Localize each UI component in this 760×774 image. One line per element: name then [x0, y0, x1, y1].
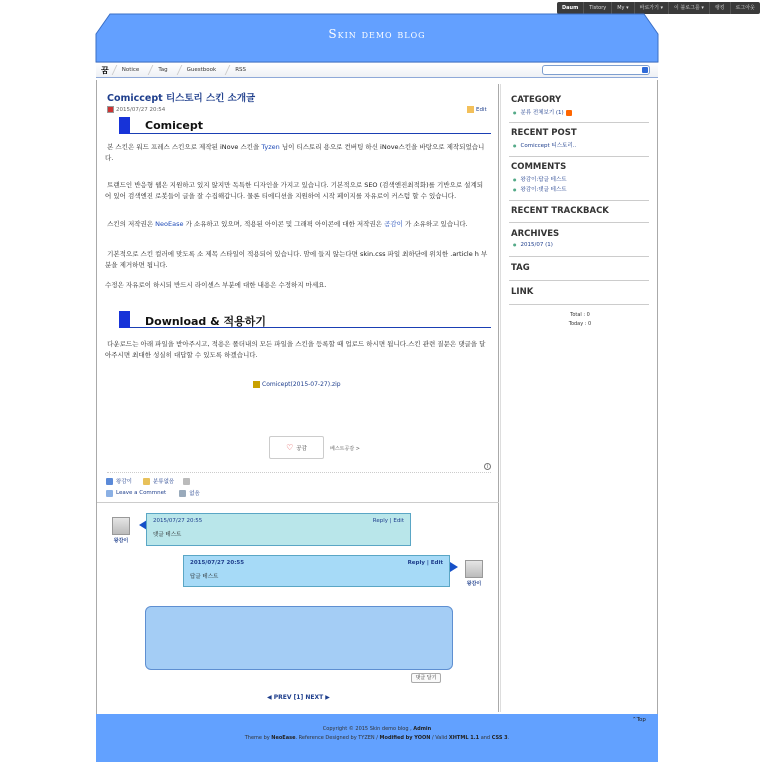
sidebar-comment-item[interactable]: ● 왕감이:댓글 테스트: [513, 185, 567, 193]
comment-date: 2015/07/27 20:55: [153, 518, 203, 524]
heart-icon: ♡: [286, 443, 294, 452]
post-date-text: 2015/07/27 20:54: [116, 107, 166, 113]
post-edit-label[interactable]: Edit: [476, 107, 487, 113]
p3-text-b: 가 소유하고 있으며, 적용된 아이콘 및 그래픽 아이콘에 대한 저작권은: [183, 220, 385, 228]
section-title: Comicept: [145, 119, 203, 132]
section-bar: [119, 117, 130, 134]
reply-box: [183, 555, 450, 587]
comment-icon: [106, 490, 113, 497]
p5-text: 수정은 자유로이 하시되 반드시 라이센스 부분에 대한 내용은 수정하지 마세요.: [105, 281, 327, 289]
end-text: .: [507, 735, 510, 741]
paging: [267, 694, 330, 701]
sidebar-separator: [509, 156, 649, 157]
theme-by-text: Theme by: [244, 735, 272, 741]
topbar-daum[interactable]: Daum: [562, 5, 579, 11]
p1-text-b: 님이 티스토리 용으로 컨버팅 하신 iNove스킨을 바탕으로 제작되었습니다.: [105, 143, 485, 162]
modified-by-link[interactable]: Modified by YOON: [379, 735, 431, 741]
nav-home[interactable]: 꿈: [101, 65, 109, 75]
sidebar-separator: [509, 222, 649, 223]
search-input[interactable]: [542, 65, 650, 75]
sidebar-archives-title: ARCHIVES: [511, 229, 560, 239]
gomgami-link[interactable]: 곰감이: [384, 220, 403, 228]
back-to-top[interactable]: [632, 717, 646, 723]
footer-line-2: [96, 734, 658, 743]
paragraph-2: [105, 180, 489, 202]
comment-date: 2015/07/27 20:55: [190, 560, 245, 566]
paragraph-5: [105, 280, 489, 291]
paragraph-1: [105, 142, 489, 164]
folder-icon: [143, 478, 150, 485]
paragraph-6: [105, 339, 489, 361]
visitor-counter: [540, 311, 620, 329]
post-footer-row-2: [106, 489, 200, 497]
footer-text: [96, 725, 658, 743]
user-icon: [106, 478, 113, 485]
nav-notice[interactable]: Notice: [114, 67, 151, 73]
calendar-icon: [107, 106, 114, 113]
post-title[interactable]: Comiccept 티스토리 스킨 소개글: [107, 93, 256, 104]
rss-icon[interactable]: [566, 110, 572, 116]
best-like-link[interactable]: 베스트공감 >: [330, 446, 360, 452]
tyzen-link[interactable]: Tyzen: [261, 143, 280, 151]
post-edit[interactable]: [467, 106, 487, 113]
edit-link[interactable]: Edit: [393, 518, 404, 524]
sidebar-separator: [509, 122, 649, 123]
trackback-icon: [179, 490, 186, 497]
comment-author[interactable]: 왕감이: [113, 538, 129, 544]
post-date: [107, 106, 165, 113]
comment-actions: Reply | Edit: [372, 518, 404, 524]
css-link[interactable]: CSS 3: [491, 735, 508, 741]
sidebar-tag-title: TAG: [511, 263, 530, 273]
prev-link[interactable]: ◀ PREV: [267, 694, 292, 701]
sidebar-separator: [509, 280, 649, 281]
topbar-logout[interactable]: 로그아웃: [730, 2, 760, 14]
p6-text: 다운로드는 아래 파일을 받아주시고, 적용은 폴더내의 모든 파일을 스킨을 등록할 때 업로드 하시면 됩니다.스킨 관련 질문은 댓글을 달아주시면 최대한 성실히 대답할 수 있도록 하겠습니다.: [105, 340, 486, 359]
leave-comment-link[interactable]: Leave a Commnet: [116, 490, 167, 496]
zip-file-icon: [253, 381, 260, 388]
topbar-this-blog[interactable]: 이 블로그를 ▾: [668, 2, 709, 14]
neoease-link[interactable]: NeoEase: [155, 220, 184, 228]
designed-text: . Reference Designed by TYZEN /: [295, 735, 380, 741]
nav-guestbook[interactable]: Guestbook: [179, 67, 228, 73]
nav-tag[interactable]: Tag: [150, 67, 178, 73]
post-author[interactable]: 왕감이: [116, 479, 132, 485]
topbar-ranking[interactable]: 랭킹: [709, 2, 730, 14]
sidebar-category-item[interactable]: [513, 108, 572, 116]
comment-header: [153, 518, 404, 524]
reply-link[interactable]: Reply: [407, 560, 425, 566]
p2-text: 트랜드인 반응형 웹은 지원하고 있지 않지만 독특한 디자인을 가지고 있습니다. 기본적으로 SEO (검색엔진최적화)를 기반으로 설계되어 있어 검색엔진 로봇들이 글을 잘 수집해갑니다. 물론 티에디션을 지원하여 시작 페이지를 자유로이 커스텀 할 수 있습니다.: [105, 181, 483, 200]
sidebar-comment-item[interactable]: ● 왕감이:답글 테스트: [513, 175, 567, 183]
paragraph-4: [105, 249, 489, 271]
sidebar-separator: [509, 304, 649, 305]
footer-line-1: [96, 725, 658, 734]
sidebar-comments-title: COMMENTS: [511, 162, 567, 172]
sidebar-link-title: LINK: [511, 287, 534, 297]
attachment[interactable]: [253, 381, 341, 388]
p4-text: 기본적으로 스킨 컬러에 맞도록 소 제목 스타일이 적용되어 있습니다. 맘에 들지 않는다면 skin.css 파일 최하단에 위치한 .article h 부분을 제거하면 됩니다.: [105, 250, 488, 269]
p1-text-a: 본 스킨은 워드 프레스 스킨으로 제작된 iNove 스킨을: [107, 143, 262, 151]
sidebar-separator: [509, 200, 649, 201]
comment-author[interactable]: 왕감이: [466, 581, 482, 587]
like-button[interactable]: [269, 436, 324, 459]
section-bar: [119, 311, 130, 328]
edit-icon: [467, 106, 474, 113]
p3-text-a: 스킨의 저작권은: [107, 220, 156, 228]
and-text: and: [479, 735, 492, 741]
comment-textarea[interactable]: [145, 606, 453, 670]
xhtml-link[interactable]: XHTML 1.1: [448, 735, 480, 741]
top-service-bar: [557, 2, 760, 14]
blog-header: [96, 14, 658, 62]
comment-text: 댓글 테스트: [153, 532, 182, 538]
next-link[interactable]: NEXT ▶: [305, 694, 330, 701]
up-arrow-icon: ⌃: [632, 717, 637, 723]
avatar: [465, 560, 483, 578]
divider: [97, 502, 499, 503]
section-heading-comicept: [119, 117, 491, 134]
sidebar-recent-post-title: RECENT POST: [511, 128, 577, 138]
footer: [96, 714, 658, 762]
main-nav: [96, 62, 658, 78]
sidebar-separator: [509, 256, 649, 257]
comment-text: 답글 테스트: [190, 574, 219, 580]
sidebar-recent-post-item[interactable]: ● Comiccept 티스토리..: [513, 141, 576, 149]
valid-text: / Valid: [430, 735, 449, 741]
post-footer-row-1: [106, 477, 190, 485]
total-count: Total : 0: [570, 312, 590, 318]
tag-icon: [183, 478, 190, 485]
comment-box: [146, 513, 411, 546]
admin-link[interactable]: Admin: [413, 726, 432, 732]
sidebar-category-title: CATEGORY: [511, 95, 562, 105]
topbar-tistory[interactable]: Tistory: [583, 2, 611, 14]
section-title: Download & 적용하기: [145, 315, 267, 328]
nav-rss[interactable]: RSS: [227, 67, 257, 73]
paragraph-3: [105, 219, 489, 230]
p3-text-c: 가 소유하고 있습니다.: [402, 220, 468, 228]
trackback-link[interactable]: 없음: [189, 491, 200, 497]
like-label: 공감: [296, 445, 307, 452]
blog-title[interactable]: Skin demo blog: [328, 27, 426, 41]
edit-link[interactable]: Edit: [430, 560, 443, 566]
section-heading-download: [119, 311, 491, 328]
attachment-name[interactable]: Comicept(2015-07-27).zip: [262, 381, 341, 388]
comment-actions: Reply | Edit: [407, 560, 443, 566]
sidebar-trackback-title: RECENT TRACKBACK: [511, 206, 609, 216]
comment-header: [190, 560, 443, 566]
reply-link[interactable]: Reply: [372, 518, 388, 524]
sidebar-archive-item[interactable]: ● 2015/07 (1): [513, 242, 553, 248]
post-category[interactable]: 분류없음: [152, 479, 175, 485]
topbar-my[interactable]: My ▾: [611, 2, 633, 14]
current-page[interactable]: [1]: [293, 694, 304, 701]
info-icon[interactable]: i: [484, 463, 491, 470]
divider: [107, 472, 491, 473]
avatar: [112, 517, 130, 535]
submit-comment-button[interactable]: 댓글 달기: [411, 673, 441, 683]
category-all-label[interactable]: 분류 전체보기 (1): [520, 110, 564, 116]
today-count: Today : 0: [568, 321, 592, 327]
reply-pointer: [450, 562, 458, 572]
neoease-footer-link[interactable]: NeoEase: [271, 735, 296, 741]
topbar-shortcut[interactable]: 바로가기 ▾: [634, 2, 668, 14]
top-label[interactable]: Top: [636, 717, 646, 723]
copyright-text: Copyright © 2015 Skin demo blog ,: [322, 726, 414, 732]
search-button[interactable]: [642, 67, 648, 73]
